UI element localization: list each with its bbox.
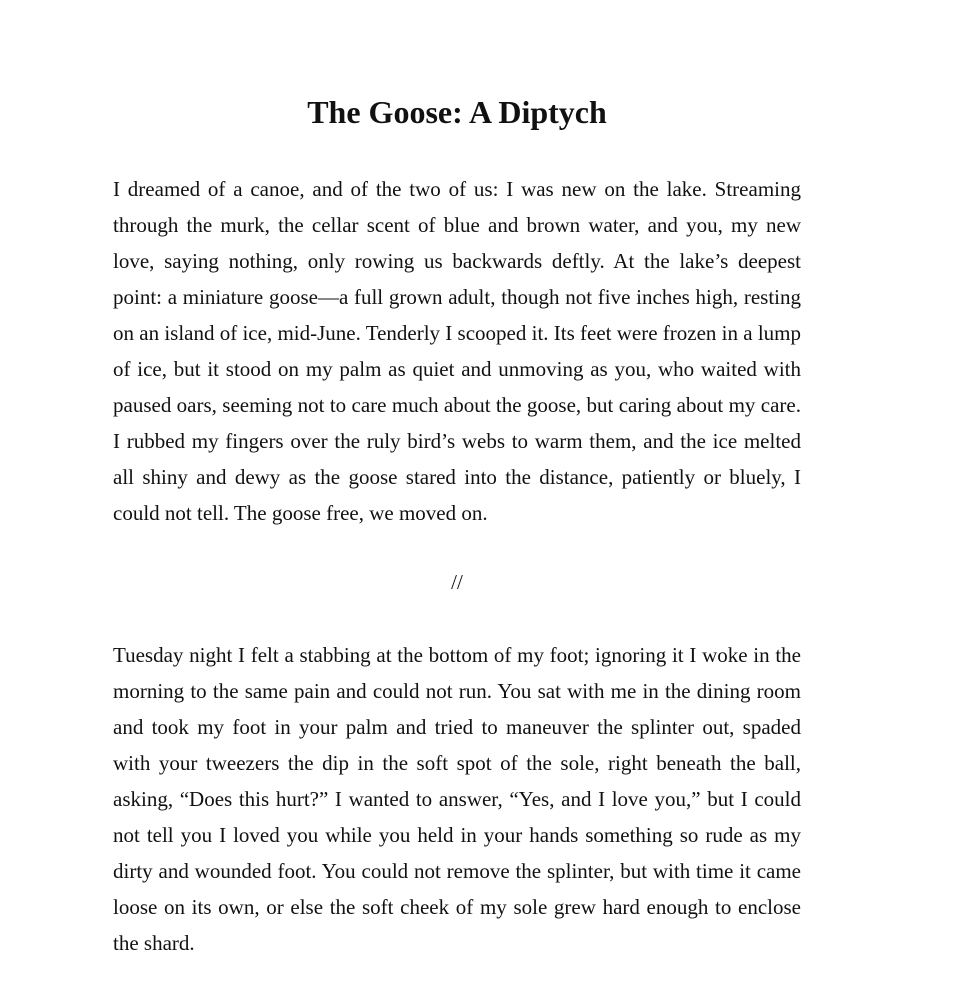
section-divider: // — [451, 570, 463, 594]
poem-part-two: Tuesday night I felt a stabbing at the bottom of my foot; ignoring it I woke in the morning to the same pain and could not run. You sat with me in the dining room and took my foot in your palm and tried to maneuver the splinter out, spaded with your tweezers the dip in the soft spot of the sole, right beneath the ball, asking, “Does this hurt?” I wanted to answer, “Yes, and I love you,” but I could not tell you I loved you while you held in your hands something so rude as my dirty and wounded foot. You could not remove the splinter, but with time it came loose on its own, or else the soft cheek of my sole grew hard enough to enclose the shard. — [113, 643, 801, 955]
poem-part-one: I dreamed of a canoe, and of the two of us: I was new on the lake. Streaming through the murk, the cellar scent of blue and brown water, and you, my new love, saying nothing, only rowing us backwards deftly. At the lake’s deepest point: a miniature goose—a full grown adult, though not five inches high, resting on an island of ice, mid-June. Tenderly I scooped it. Its feet were frozen in a lump of ice, but it stood on my palm as quiet and unmoving as you, who waited with paused oars, seeming not to care much about the goose, but caring about my care. I rubbed my fingers over the ruly bird’s webs to warm them, and the ice melted all shiny and dewy as the goose stared into the distance, patiently or bluely, I could not tell. The goose free, we moved on. — [113, 177, 802, 525]
poem-title: The Goose: A Diptych — [307, 94, 607, 130]
